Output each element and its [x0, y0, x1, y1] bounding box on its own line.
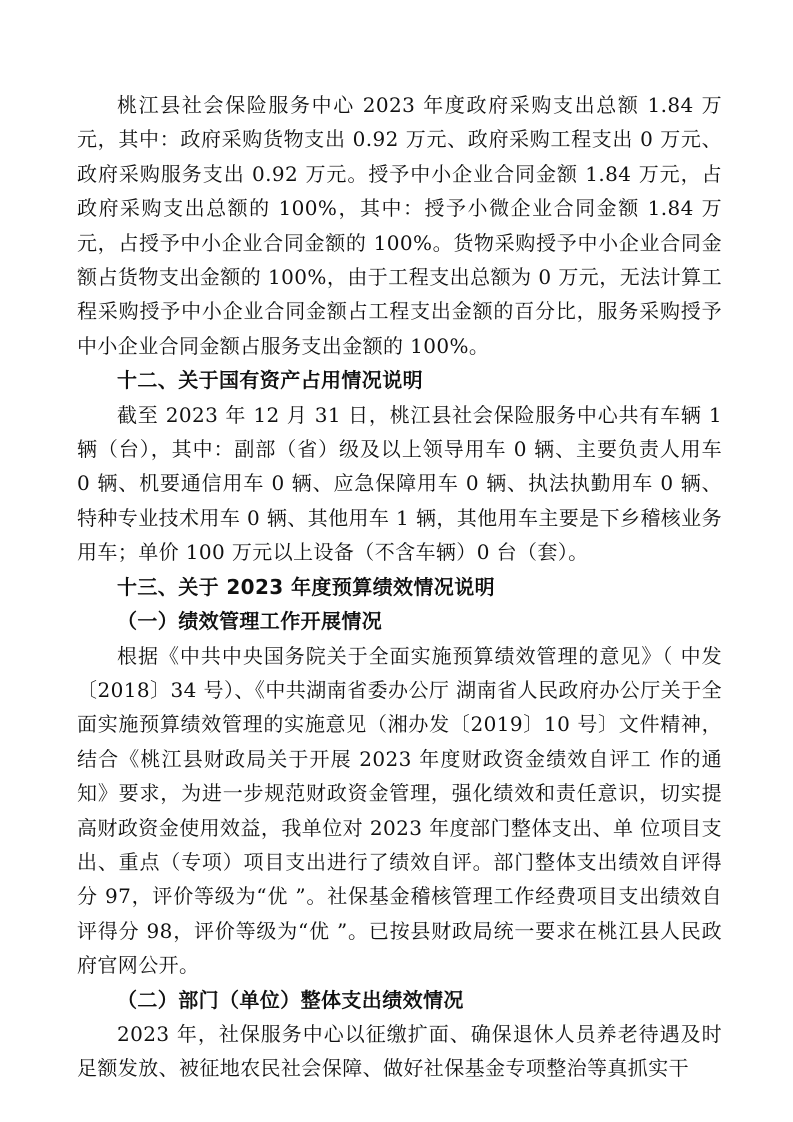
overall-expenditure-paragraph: 2023 年，社保服务中心以征缴扩面、确保退休人员养老待遇及时足额发放、被征地农民社会保障、做好社保基金专项整治等真抓实干 — [77, 1021, 722, 1081]
document-body — [77, 88, 722, 1086]
subheading-overall-expenditure: （二）部门（单位）整体支出绩效情况 — [117, 987, 464, 1012]
procurement-paragraph: 桃江县社会保险服务中心 2023 年度政府采购支出总额 1.84 万元，其中：政府采购货物支出 0.92 万元、政府采购工程支出 0 万元、政府采购服务支出 0.92 万元。授予中小企业合同金额 1.84 万元，占政府采购支出总额的 100%，其中：授予小微企业合同金额 1.84 万元，占授予中小企业合同金额的 100%。货物采购授予中小企业合同金额占货物支出金额的 100%，由于工程支出总额为 0 万元，无法计算工程采购授予中小企业合同金额占工程支出金额的百分比，服务采购授予中小企业合同金额占服务支出金额的 100%。 — [77, 93, 722, 358]
vehicles-paragraph: 截至 2023 年 12 月 31 日，桃江县社会保险服务中心共有车辆 1 辆（台），其中：副部（省）级及以上领导用车 0 辆、主要负责人用车 0 辆、机要通信用车 0 辆、应急保障用车 0 辆、执法执勤用车 0 辆、特种专业技术用车 0 辆、其他用车 1 辆，其他用车主要是下乡稽核业务用车；单价 100 万元以上设备（不含车辆）0 台（套）。 — [77, 402, 722, 565]
section-heading-state-assets: 十二、关于国有资产占用情况说明 — [117, 368, 423, 393]
section-heading-performance: 十三、关于 2023 年度预算绩效情况说明 — [117, 574, 495, 599]
subheading-performance-management: （一）绩效管理工作开展情况 — [117, 609, 383, 634]
performance-management-paragraph: 根据《中共中央国务院关于全面实施预算绩效管理的意见》（ 中发〔2018〕34 号）、《中共湖南省委办公厅 湖南省人民政府办公厅关于全面实施预算绩效管理的实施意见（湘办发〔2019〕10 号〕文件精神，结合《桃江县财政局关于开展 2023 年度财政资金绩效自评工 作的通知》要求，为进一步规范财政资金管理，强化绩效和责任意识，切实提高财政资金使用效益，我单位对 2023 年度部门整体支出、单 位项目支出、重点（专项）项目支出进行了绩效自评。部门整体支出绩效自评得分 97，评价等级为“优 ”。社保基金稽核管理工作经费项目支出绩效自评得分 98，评价等级为“优 ”。已按县财政局统一要求在桃江县人民政府官网公开。 — [77, 643, 722, 978]
